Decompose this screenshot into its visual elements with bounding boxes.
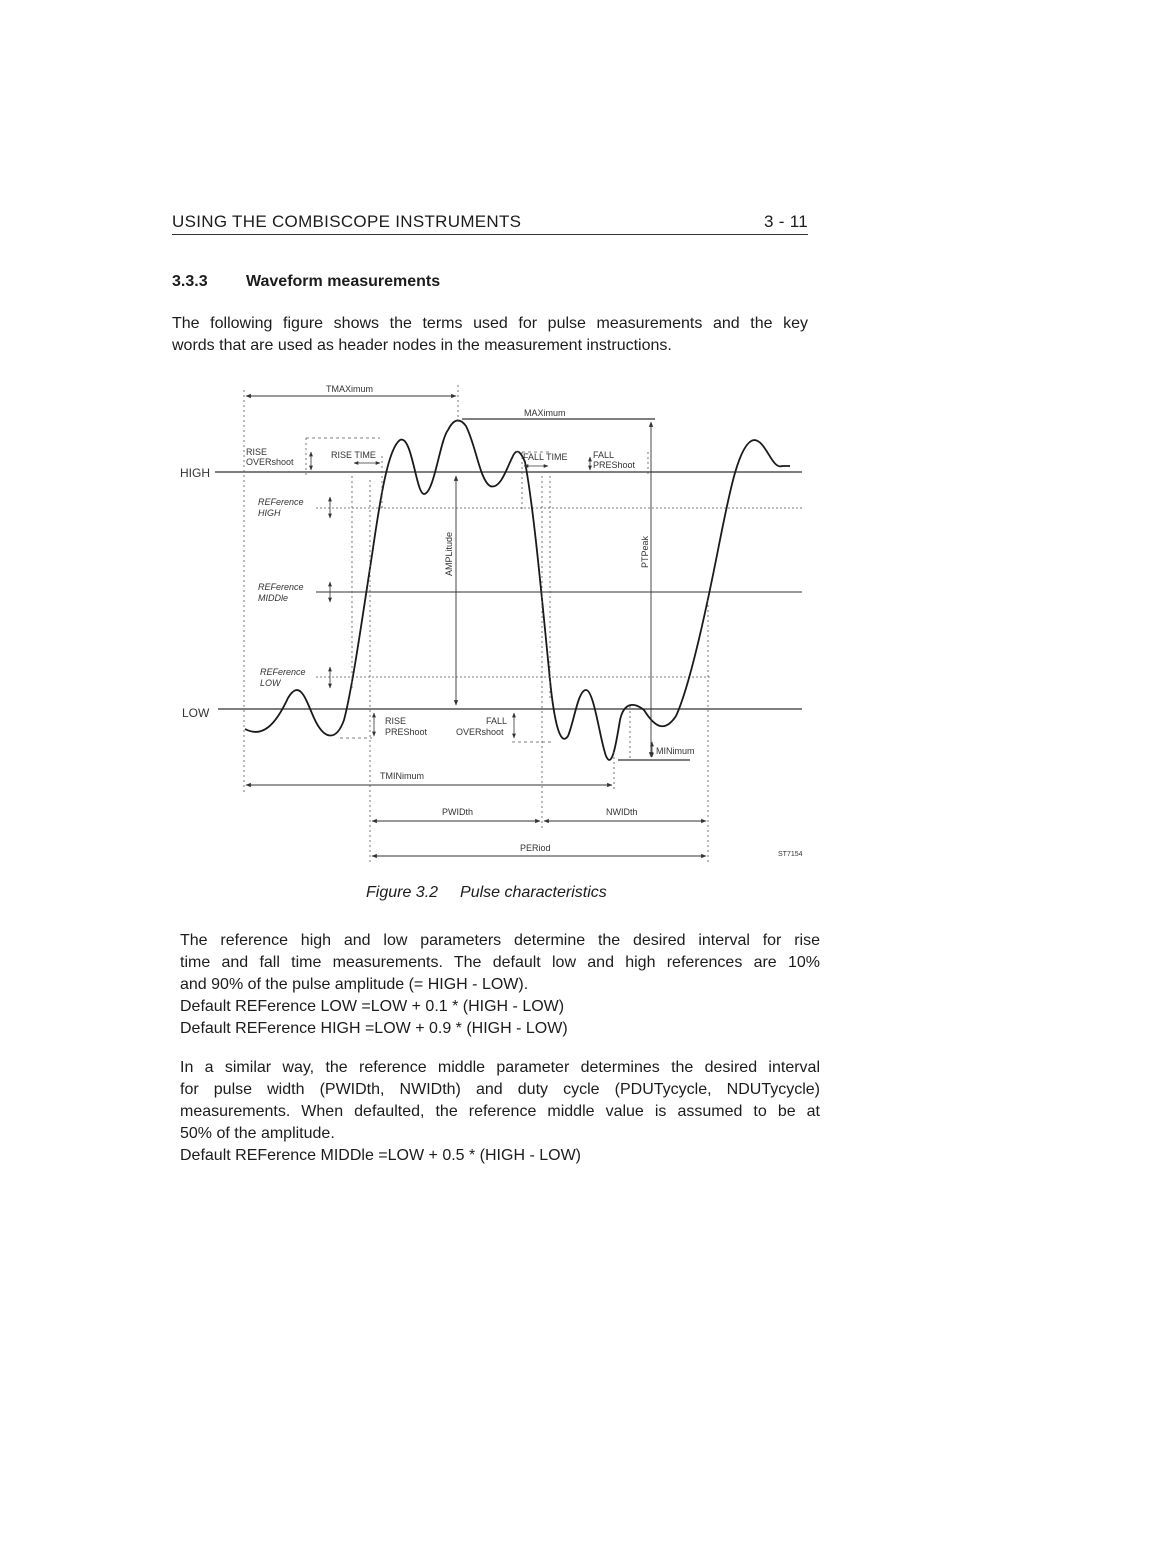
ptpeak-label: PTPeak [640,535,650,568]
text-line: and 90% of the pulse amplitude (= HIGH - LOW). [180,976,529,993]
pwidth-label: PWIDth [442,807,474,817]
rise-overshoot-label-2: OVERshoot [246,457,294,467]
reference-high-low-paragraph [180,930,820,1040]
reference-middle-paragraph [180,1057,820,1167]
ref-low-label-1: REFerence [260,667,306,677]
ref-middle-label-2: MIDDle [258,593,289,603]
ref-low-label-2: LOW [260,678,281,688]
period-label: PERiod [520,843,551,853]
text-line: Default REFerence MIDDle =LOW + 0.5 * (HIGH - LOW) [180,1147,581,1164]
caption-number: Figure 3.2 [366,884,439,901]
amplitude-label: AMPLitude [444,531,454,576]
text-line: 50% of the amplitude. [180,1125,335,1142]
text-line: time and fall time measurements. The default low and high references are 10% [180,954,820,971]
text-line: Default REFerence HIGH =LOW + 0.9 * (HIGH - LOW) [180,1020,568,1037]
text-line: measurements. When defaulted, the reference middle value is assumed to be at [180,1103,820,1120]
section-number: 3.3.3 [172,273,208,290]
tminimum-label: TMINimum [380,771,424,781]
ref-middle-label-1: REFerence [258,582,304,592]
fall-overshoot-label-2: OVERshoot [456,727,504,737]
text-line: Default REFerence LOW =LOW + 0.1 * (HIGH - LOW) [180,998,565,1015]
rise-preshoot-label-1: RISE [385,716,407,726]
fall-overshoot-label-1: FALL [486,716,508,726]
text-line: for pulse width (PWIDth, NWIDth) and duty cycle (PDUTycycle, NDUTycycle) [180,1081,820,1098]
rise-preshoot-label-2: PREShoot [385,727,428,737]
rise-time-label: RISE TIME [331,450,376,460]
rise-overshoot-label-1: RISE [246,447,268,457]
page-number: 3 - 11 [763,212,808,231]
fall-time-label: FALL TIME [523,452,568,462]
minimum-label: MINimum [656,746,695,756]
low-label: LOW [182,706,210,720]
maximum-label: MAXimum [524,408,566,418]
tmaximum-label: TMAXimum [326,384,373,394]
ref-high-label-1: REFerence [258,497,304,507]
ref-high-label-2: HIGH [258,508,281,518]
nwidth-label: NWIDth [606,807,638,817]
section-title: Waveform measurements [246,273,441,290]
text-line: The following figure shows the terms used for pulse measurements and the key [172,315,808,332]
figure-caption [366,884,607,902]
caption-title: Pulse characteristics [460,884,607,901]
text-line: The reference high and low parameters determine the desired interval for rise [180,932,820,949]
fall-preshoot-label-2: PREShoot [593,460,636,470]
text-line: In a similar way, the reference middle parameter determines the desired interval [180,1059,820,1076]
text-line: words that are used as header nodes in the measurement instructions. [172,337,672,354]
chapter-title: USING THE COMBISCOPE INSTRUMENTS [172,212,522,231]
figure-code: ST7154 [778,851,803,858]
high-label: HIGH [180,466,210,480]
fall-preshoot-label-1: FALL [593,450,615,460]
